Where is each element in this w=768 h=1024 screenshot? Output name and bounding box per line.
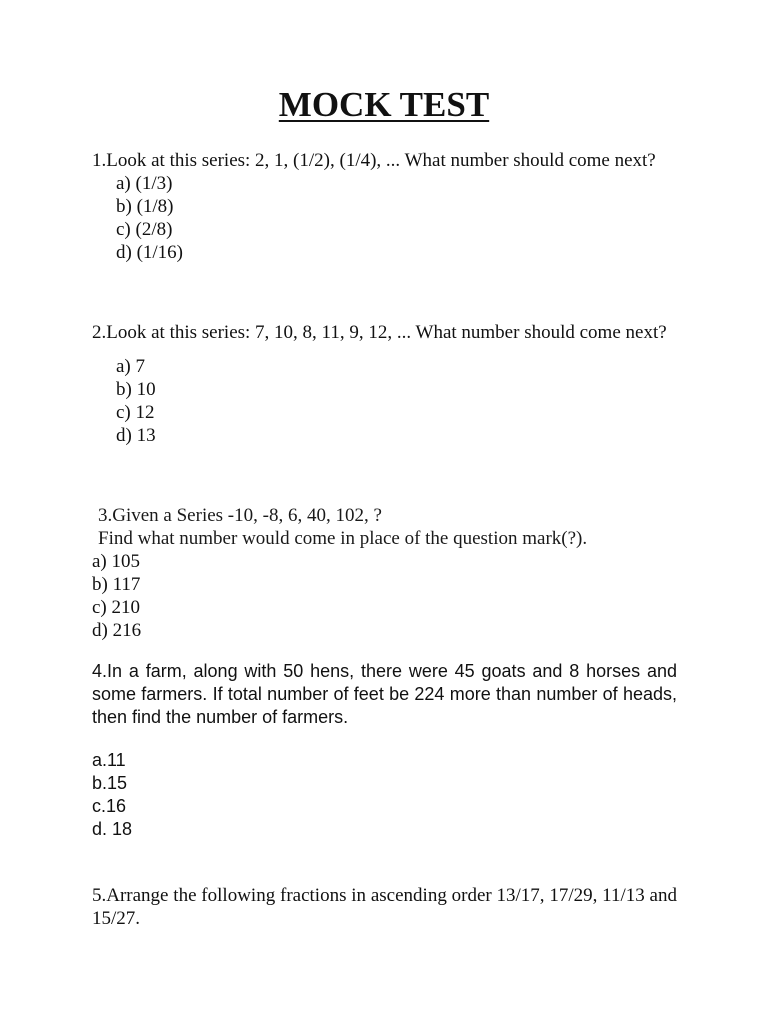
question-2-option-b: b) 10 — [116, 379, 156, 400]
question-2-option-a: a) 7 — [116, 356, 146, 377]
question-1 — [92, 149, 677, 264]
question-1-text: 1.Look at this series: 2, 1, (1/2), (1/4), ... What number should come next? — [92, 150, 656, 171]
question-4-option-b: b.15 — [92, 773, 128, 793]
question-3 — [92, 504, 677, 642]
question-5-text: 5.Arrange the following fractions in ascending order 13/17, 17/29, 11/13 and 15/27. — [92, 885, 677, 929]
question-3-option-d: d) 216 — [92, 620, 142, 641]
question-4 — [92, 660, 677, 841]
question-1-option-b: b) (1/8) — [116, 196, 174, 217]
question-1-option-c: c) (2/8) — [116, 219, 173, 240]
question-1-option-a: a) (1/3) — [116, 173, 173, 194]
page-title: MOCK TEST — [278, 85, 490, 124]
question-3-series: 3.Given a Series -10, -8, 6, 40, 102, ? — [98, 505, 382, 526]
question-3-option-a: a) 105 — [92, 551, 141, 572]
question-2-text: 2.Look at this series: 7, 10, 8, 11, 9, 12, ... What number should come next? — [92, 322, 667, 343]
question-1-options — [92, 172, 677, 264]
question-2-options — [92, 355, 677, 447]
spacer — [92, 344, 677, 355]
question-4-option-d: d. 18 — [92, 819, 133, 839]
question-4-text: 4.In a farm, along with 50 hens, there were 45 goats and 8 horses and some farmers. If total number of feet be 224 more than number of heads, then find the number of farmers. — [92, 661, 677, 727]
question-3-option-c: c) 210 — [92, 597, 141, 618]
question-2-option-d: d) 13 — [116, 425, 156, 446]
question-1-option-d: d) (1/16) — [116, 242, 184, 263]
question-3-prompt: Find what number would come in place of the question mark(?). — [98, 528, 588, 549]
question-4-option-a: a.11 — [92, 750, 126, 770]
question-5 — [92, 884, 677, 930]
question-4-option-c: c.16 — [92, 796, 127, 816]
question-3-text — [92, 504, 677, 550]
question-4-options — [92, 749, 677, 841]
question-2-option-c: c) 12 — [116, 402, 155, 423]
question-2 — [92, 321, 677, 447]
spacer — [92, 729, 677, 749]
question-3-option-b: b) 117 — [92, 574, 141, 595]
question-3-options — [92, 550, 677, 642]
